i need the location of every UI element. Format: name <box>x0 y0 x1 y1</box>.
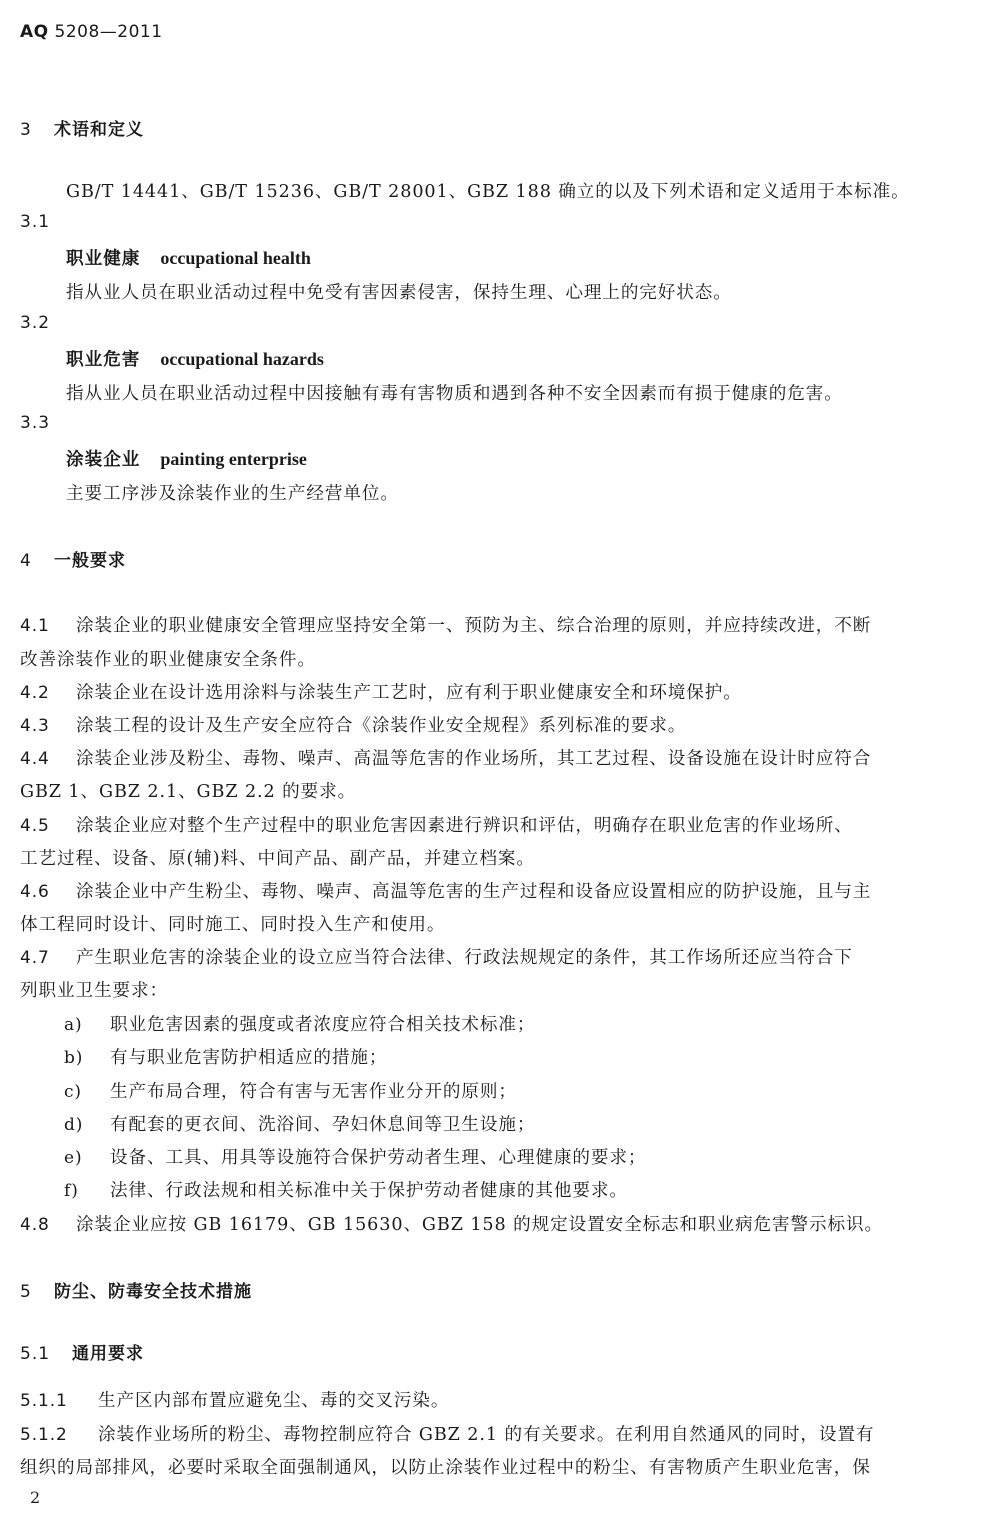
term-3-2-title: 职业危害 occupational hazards <box>66 349 324 370</box>
section-3-heading: 3 术语和定义 <box>20 120 144 140</box>
section-3-intro: GB/T 14441、GB/T 15236、GB/T 28001、GBZ 188 确立的以及下列术语和定义适用于本标准。 <box>66 182 910 202</box>
clause-4-4-cont: GBZ 1、GBZ 2.1、GBZ 2.2 的要求。 <box>20 782 357 802</box>
clause-4-8: 4.8 涂装企业应按 GB 16179、GB 15630、GBZ 158 的规定设置安全标志和职业病危害警示标识。 <box>20 1215 883 1235</box>
subsection-5-1-title: 通用要求 <box>72 1344 144 1364</box>
section-3-title: 术语和定义 <box>54 120 144 140</box>
clause-4-6-cont: 体工程同时设计、同时施工、同时投入生产和使用。 <box>20 915 446 935</box>
clause-4-6: 4.6 涂装企业中产生粉尘、毒物、噪声、高温等危害的生产过程和设备应设置相应的防护设施，且与主 <box>20 882 872 902</box>
clause-4-3: 4.3 涂装工程的设计及生产安全应符合《涂装作业安全规程》系列标准的要求。 <box>20 716 687 736</box>
term-3-1-definition: 指从业人员在职业活动过程中免受有害因素侵害，保持生理、心理上的完好状态。 <box>66 283 732 303</box>
clause-4-2: 4.2 涂装企业在设计选用涂料与涂装生产工艺时，应有利于职业健康安全和环境保护。 <box>20 683 742 703</box>
clause-5-1-1: 5.1.1 生产区内部布置应避免尘、毒的交叉污染。 <box>20 1391 450 1411</box>
list-item: b) 有与职业危害防护相适应的措施； <box>64 1048 388 1068</box>
term-3-1-title: 职业健康 occupational health <box>66 248 311 269</box>
clause-4-5: 4.5 涂装企业应对整个生产过程中的职业危害因素进行辨识和评估，明确存在职业危害的作业场所、 <box>20 816 853 836</box>
term-3-2-definition: 指从业人员在职业活动过程中因接触有毒有害物质和遇到各种不安全因素而有损于健康的危害。 <box>66 384 843 404</box>
subsection-5-1-heading: 5.1 通用要求 <box>20 1344 144 1364</box>
standard-number: 5208—2011 <box>54 22 163 42</box>
clause-5-1-2-cont: 组织的局部排风，必要时采取全面强制通风，以防止涂装作业过程中的粉尘、有害物质产生职业危害，保 <box>20 1458 871 1478</box>
clause-4-7: 4.7 产生职业危害的涂装企业的设立应当符合法律、行政法规规定的条件，其工作场所还应当符合下 <box>20 948 853 968</box>
standard-code: AQ <box>20 22 49 42</box>
section-4-heading: 4 一般要求 <box>20 551 126 571</box>
list-item: f) 法律、行政法规和相关标准中关于保护劳动者健康的其他要求。 <box>64 1181 628 1201</box>
clause-5-1-2: 5.1.2 涂装作业场所的粉尘、毒物控制应符合 GBZ 2.1 的有关要求。在利用自然通风的同时，设置有 <box>20 1425 875 1445</box>
clause-4-1: 4.1 涂装企业的职业健康安全管理应坚持安全第一、预防为主、综合治理的原则，并应持续改进，不断 <box>20 616 872 636</box>
clause-4-1-cont: 改善涂装作业的职业健康安全条件。 <box>20 650 316 670</box>
term-3-3-title: 涂装企业 painting enterprise <box>66 449 307 470</box>
list-item: e) 设备、工具、用具等设施符合保护劳动者生理、心理健康的要求； <box>64 1148 647 1168</box>
section-5-title: 防尘、防毒安全技术措施 <box>54 1282 252 1302</box>
term-3-3-number: 3.3 <box>20 413 51 433</box>
clause-4-4: 4.4 涂装企业涉及粉尘、毒物、噪声、高温等危害的作业场所，其工艺过程、设备设施在设计时应符合 <box>20 749 872 769</box>
document-header <box>20 22 163 42</box>
list-item: c) 生产布局合理，符合有害与无害作业分开的原则； <box>64 1082 517 1102</box>
list-item: d) 有配套的更衣间、洗浴间、孕妇休息间等卫生设施； <box>64 1115 536 1135</box>
section-5-heading: 5 防尘、防毒安全技术措施 <box>20 1282 252 1302</box>
clause-4-7-cont: 列职业卫生要求： <box>20 981 168 1001</box>
term-3-3-definition: 主要工序涉及涂装作业的生产经营单位。 <box>66 484 399 504</box>
clause-4-5-cont: 工艺过程、设备、原(辅)料、中间产品、副产品，并建立档案。 <box>20 849 535 869</box>
list-item: a) 职业危害因素的强度或者浓度应符合相关技术标准； <box>64 1015 536 1035</box>
page-number: 2 <box>30 1488 41 1507</box>
term-3-2-number: 3.2 <box>20 313 51 333</box>
term-3-1-number: 3.1 <box>20 212 51 232</box>
section-4-title: 一般要求 <box>54 551 126 571</box>
